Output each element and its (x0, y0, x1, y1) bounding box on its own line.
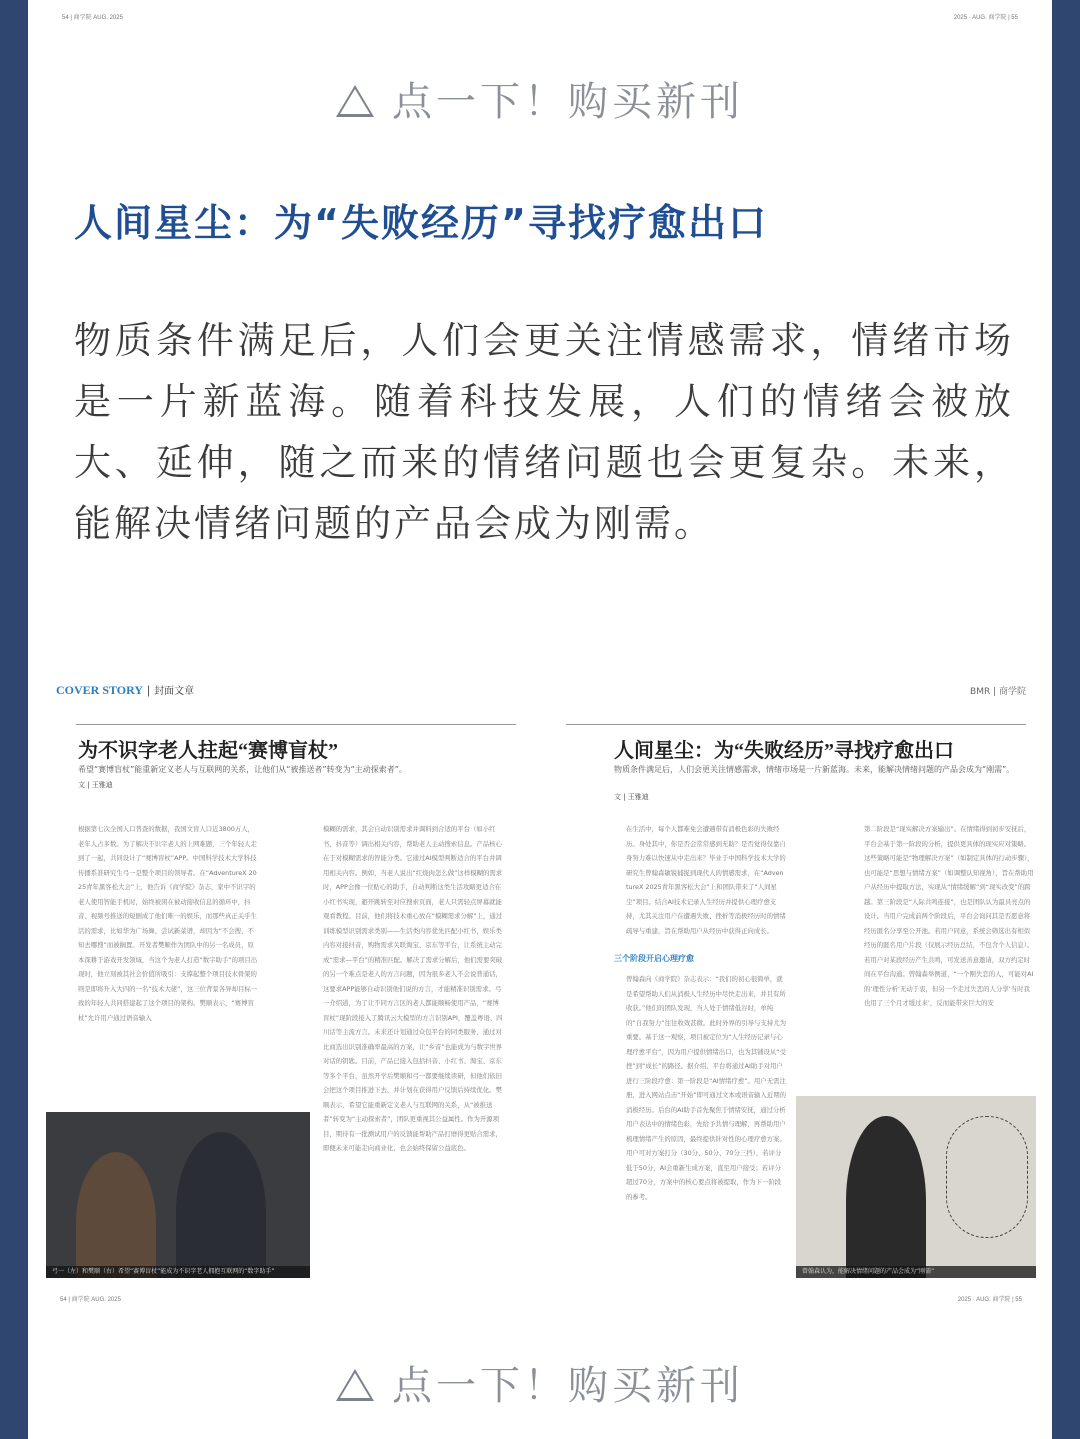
triangle-icon (336, 1369, 374, 1401)
header-rule (76, 724, 516, 725)
right-col-1a: 在生活中，每个人都难免会遭遇带有消极色彩的失败经历。身处其中，你是否会常常感到无助？是否觉得仅靠自身努力难以快速从中走出来？毕业于中国科学技术大学的研究生曾翰森敏锐捕捉到现代人的情感需求，在“AdventureX 2025青年黑客松大会”上和团队带来了“人间星尘”项目。结合AI技术记录人生经历并提供心理疗愈支持，尤其关注用户在遭遇失败、挫折等消极经历时的情绪疏导与重建，旨在帮助用户从经历中获得正向成长。 (626, 825, 786, 935)
magazine-left-page (46, 672, 516, 1312)
section-heading: 三个阶段开启心理疗愈 (614, 954, 694, 963)
brand-cn: 封面文章 (154, 686, 195, 697)
right-col-1b: 曾翰森向《商学院》杂志表示：“我们的初心很简单，就是希望帮助人们从消极人生经历中尽快走出来，并且有所收获。”他们的团队发现，当人处于情绪低谷时，单纯的“自我努力”往往收效甚微。此时外界的引导与支持尤为重要。基于这一观察，项目被定位为“人生经历记录与心理疗愈平台”，因为用户提供情绪出口，也为其铺设从“受挫”到“成长”的路径。据介绍，平台将通过AI助手对用户进行三阶段疗愈：第一阶段是“AI情绪疗愈”。用户无需注册，进入网站点击“开始”即可通过文本或语音输入近期的消极经历。后台的AI助手首先聚焦于情绪安抚，通过分析用户表达中的情绪色彩，先给予共情与理解，再帮助用户梳理情绪产生的原因，最终提供针对性的心理疗愈方案。用户可对方案打分（30分、50分、70分三挡），若评分低于50分，AI会重新生成方案，直至用户接受；若评分超过70分，方案中的核心要点将被提取，作为下一阶段的参考。 (626, 975, 786, 1201)
top-folio (62, 12, 1018, 21)
article-content (28, 0, 1052, 1439)
right-byline: 文 | 王雅迪 (614, 793, 649, 801)
left-frame-border (0, 0, 28, 1439)
right-col-2: 第二阶段是“现实解决方案输出”。在情绪得到初步安抚后，平台会基于第一阶段的分析，提供更具体的现实应对策略。这些策略可能是“物理解决方案”（如制定具体的行动步骤），也可能是“思想与情绪方案”（如调整认知视角），旨在帮助用户从经历中提取方法，实现从“情绪缓解”到“现实改变”的跨越。第三阶段是“人际共鸣连接”，也是团队认为最具亮点的设计。当用户完成前两个阶段后，平台会询问其是否愿意将经历匿名分享至公开池。若用户同意，系统会筛选出有相似经历的匿名用户片段（仅展示经历总结，不包含个人信息）。若用户对某段经历产生共鸣，可发送善意邀请，双方约定时间在平台沟通。曾翰森举例道，“一个刚失恋的人，可能对AI的‘理性分析’无动于衷，但另一个走过失恋的人分享‘当时我也用了三个月才缓过来’，反而能带来巨大的安 (864, 825, 1034, 1007)
person-figure-2 (176, 1132, 266, 1278)
article-lead: 物质条件满足后，人们会更关注情感需求，情绪市场是一片新蓝海。随着科技发展，人们的情绪会被放大、延伸，随之而来的情绪问题也会更复杂。未来，能解决情绪问题的产品会成为刚需。 (74, 319, 1014, 545)
buy-new-issue-button-bottom[interactable] (28, 1354, 1052, 1411)
buy-new-issue-button-top[interactable] (28, 70, 1052, 127)
right-article-subtitle: 物质条件满足后，人们会更关注情感需求，情绪市场是一片新蓝海。未来，能解决情绪问题的产品会成为“刚需”。 (614, 765, 1015, 774)
brand-label: COVER STORY (56, 683, 144, 697)
left-article-title: 为不识字老人拄起“赛博盲杖” (78, 740, 338, 762)
left-page-folio: 54 | 商学院 AUG. 2025 (60, 1297, 121, 1303)
magazine-right-page (566, 672, 1036, 1312)
person-figure (846, 1116, 926, 1278)
right-photo-caption: 曾翰森认为，能解决情绪问题的产品会成为“刚需” (796, 1266, 1036, 1278)
header-rule (566, 724, 1026, 725)
buy-label: 点一下！购买新刊 (392, 79, 744, 125)
right-article-photo (796, 1096, 1036, 1278)
left-byline: 文 | 王雅迪 (78, 781, 113, 789)
sketch-drawing (946, 1116, 1028, 1238)
folio-right: 2025 · AUG. 商学院 | 55 (953, 15, 1018, 21)
triangle-icon (336, 85, 374, 117)
left-col-1: 根据第七次全国人口普查的数据，我国文盲人口近3800万人，老年人占多数。为了解决不识字老人的上网难题，三个年轻人走到了一起，共同设计了“赛博盲杖”APP。中国科学技术大学科技传播系准研究生弓一是整个项目的领导者。在“AdventureX 2025青年黑客松大会”上，他告诉《商学院》杂志，家中不识字的老人使用智能手机时，始终被困在被动接收信息的循环中，抖音、视频号推送的短剧成了他们唯一的娱乐，而那些真正关乎生活的需求，比如华为广场舞、尝试新菜谱，却因为“不会搜、不知去哪搜”而被搁置。开发者樊顺作为团队中的另一名成员，原本深耕于游戏开发领域，当这个为老人打造“数字助手”的项目出现时，他立刻被其社会价值所吸引：支撑起整个项目技术骨架的则是即将升入大四的一名“技术大佬”，这三位背景各异却目标一致的年轻人共同搭建起了这个项目的架构。樊顺表示，“赛博盲杖”允许用户通过语音输入 (78, 825, 258, 1022)
right-page-folio: 2025 · AUG. 商学院 | 55 (957, 1297, 1022, 1303)
buy-label: 点一下！购买新刊 (392, 1363, 744, 1409)
right-article-title: 人间星尘：为“失败经历”寻找疗愈出口 (614, 740, 954, 762)
article-headline: 人间星尘：为“失败经历”寻找疗愈出口 (74, 201, 768, 245)
magazine-spread-image (46, 672, 1046, 1312)
left-col-2: 模糊的需求，其会自动识别需求并调料到合适的平台（如小红书、抖音等）调出相关内容，帮助老人主动搜索信息。产品核心在于对模糊需求的智能分类。它通过AI模型判断适合的平台并调用相关内容。例如，当老人说出“红烧肉怎么做”这样模糊的需求时，APP会像一位贴心的助手，自动判断这类生活攻略更适合在小红书实现，避开跳转至对应搜索页面，老人只需轻点屏幕就能观看教程。目前，他们将技术重心放在“模糊需求分解”上，通过训练模型识别需求类别——生活类内容优先匹配小红书，娱乐类内容对接抖音，购物需求关联淘宝、京东等平台，让系统主动完成“需求—平台”的精准匹配。解决了需求分解后，他们需要突破的另一个难点是老人的方言问题，因为很多老人不会说普通话，这要求APP能够自动识别他们说的方言，才能精准识别需求。弓一介绍道，为了让不同方言区的老人都能顺畅使用产品，“赛博盲杖”现阶段接入了腾讯云大模型的方言识别API，覆盖粤语、四川话等主流方言。未来还计划通过众包平台的同类服务，通过对比商选出识别准确率最高的方案，让“乡音”也能成为与数字世界对话的钥匙。目前，产品已接入包括抖音、小红书、淘宝、京东等多个平台，虽然开学后樊顺和弓一都要继续读研，但他们依旧会把这个项目推进下去，并计划在获得用户反馈后持续优化。樊顺表示，希望它能重新定义老人与互联网的关系，从“被推送者”转变为“主动探索者”，团队更重视其公益属性。作为开源项目，期待有一批测试用户的反馈能帮助产品打磨得更贴合需求，即便未来可能走向商业化，也会始终保留公益底色。 (323, 825, 503, 1152)
bmr-logo: BMR | 商学院 (970, 687, 1026, 697)
left-article-subtitle: 希望“赛博盲杖”能重新定义老人与互联网的关系，让他们从“被推送者”转变为“主动探索者”。 (78, 765, 407, 774)
folio-left: 54 | 商学院 AUG. 2025 (62, 15, 123, 21)
person-figure-1 (76, 1152, 156, 1278)
cover-story-brand: COVER STORY | 封面文章 (56, 683, 195, 697)
left-article-photo (46, 1112, 310, 1278)
left-photo-caption: 弓一（左）和樊顺（右）希望“赛博盲杖”能成为不识字老人拥抱互联网的“数字助手” (46, 1266, 310, 1278)
right-frame-border (1052, 0, 1080, 1439)
